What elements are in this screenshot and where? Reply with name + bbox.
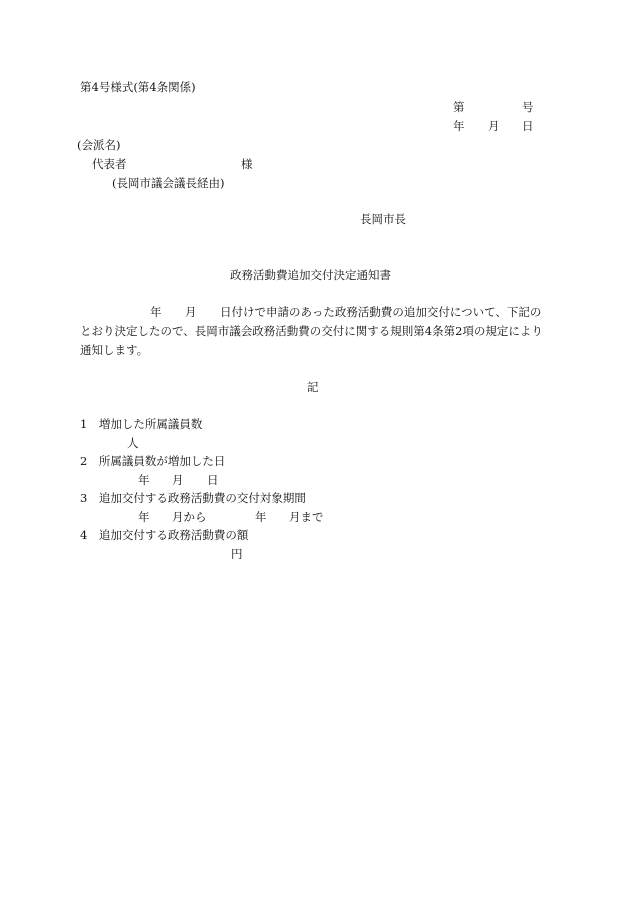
party-name: (会派名) xyxy=(77,138,121,152)
form-label: 第4号様式(第4条関係) xyxy=(80,80,196,94)
date-month: 月 xyxy=(488,119,500,133)
item-1-label: 1 増加した所属議員数 xyxy=(80,417,203,431)
body-line-3: 通知します。 xyxy=(80,343,149,357)
item-3-year-to: 年 xyxy=(255,510,267,524)
body-line-1: 日付けで申請のあった政務活動費の追加交付について、下記の xyxy=(220,305,542,319)
honorific: 様 xyxy=(241,157,253,171)
item-2-year: 年 xyxy=(138,473,150,487)
body-month: 月 xyxy=(185,305,197,319)
number-suffix: 号 xyxy=(522,100,534,114)
issuer: 長岡市長 xyxy=(360,212,406,226)
number-prefix: 第 xyxy=(453,100,465,114)
via-chairman: (長岡市議会議長経由) xyxy=(112,176,225,190)
item-3-month-to: 月まで xyxy=(289,510,324,524)
item-2-label: 2 所属議員数が増加した日 xyxy=(80,454,226,468)
item-3-label: 3 追加交付する政務活動費の交付対象期間 xyxy=(80,491,306,505)
item-2-month: 月 xyxy=(172,473,184,487)
ki-heading: 記 xyxy=(307,380,319,394)
date-day: 日 xyxy=(522,119,534,133)
date-year: 年 xyxy=(453,119,465,133)
item-2-day: 日 xyxy=(207,473,219,487)
representative-label: 代表者 xyxy=(92,157,127,171)
item-4-unit: 円 xyxy=(231,547,243,561)
body-year: 年 xyxy=(150,305,162,319)
body-line-2: とおり決定したので、長岡市議会政務活動費の交付に関する規則第4条第2項の規定により xyxy=(80,324,543,338)
item-3-month-from: 月から xyxy=(172,510,207,524)
document-title: 政務活動費追加交付決定通知書 xyxy=(230,268,391,282)
item-4-label: 4 追加交付する政務活動費の額 xyxy=(80,528,249,542)
item-1-unit: 人 xyxy=(127,436,139,450)
item-3-year-from: 年 xyxy=(138,510,150,524)
